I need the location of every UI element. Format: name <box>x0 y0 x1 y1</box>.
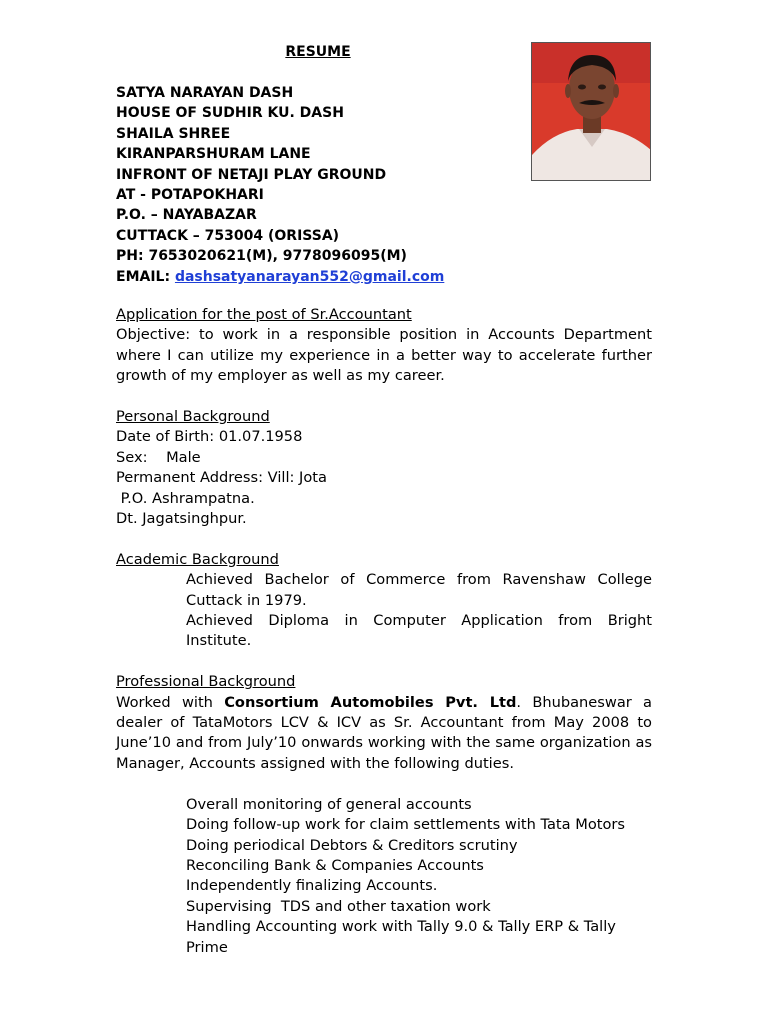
email-label: EMAIL: <box>116 268 175 285</box>
professional-heading: Professional Background <box>116 673 296 691</box>
objective-text: Objective: to work in a responsible position in Accounts Department where I can utilize my experience in a better way to accelerate further growth of my employer as well as my career. <box>116 326 652 385</box>
phone-line: PH: 7653020621(M), 9778096095(M) <box>116 248 407 265</box>
duty-item: Overall monitoring of general accounts <box>186 795 472 813</box>
personal-heading: Personal Background <box>116 408 270 426</box>
academic-item: Achieved Diploma in Computer Application from Bright Institute. <box>186 612 652 650</box>
duties-list <box>116 795 652 958</box>
resume-body <box>116 305 652 958</box>
resume-title: RESUME <box>285 44 351 60</box>
academic-item: Achieved Bachelor of Commerce from Ravenshaw College Cuttack in 1979. <box>186 571 652 609</box>
duty-item: Reconciling Bank & Companies Accounts <box>186 856 484 874</box>
address-line: KIRANPARSHURAM LANE <box>116 146 311 163</box>
academic-heading: Academic Background <box>116 550 279 568</box>
duty-item: Handling Accounting work with Tally 9.0 & Tally ERP & Tally Prime <box>186 918 621 956</box>
date-of-birth: Date of Birth: 01.07.1958 <box>116 428 303 446</box>
address-line: CUTTACK – 753004 (ORISSA) <box>116 227 340 244</box>
professional-intro: Worked with Consortium Automobiles Pvt. Ltd. Bhubaneswar a dealer of TataMotors LCV & ICV as Sr. Accountant from May 2008 to June’10 and from July’10 onwards working with the same organization as Manager, Accounts assigned with the following duties. <box>116 693 652 772</box>
address-line: HOUSE OF SUDHIR KU. DASH <box>116 105 344 122</box>
application-heading: Application for the post of Sr.Accountant <box>116 306 412 323</box>
sex: Sex: Male <box>116 448 201 466</box>
applicant-name: SATYA NARAYAN DASH <box>116 85 294 101</box>
duty-item: Doing follow-up work for claim settlements with Tata Motors <box>186 816 626 834</box>
address-line: AT - POTAPOKHARI <box>116 187 264 204</box>
permanent-address-dt: Dt. Jagatsinghpur. <box>116 510 247 528</box>
duty-item: Supervising TDS and other taxation work <box>186 897 491 915</box>
permanent-address: Permanent Address: Vill: Jota <box>116 469 327 487</box>
permanent-address-po: P.O. Ashrampatna. <box>116 489 255 507</box>
contact-block <box>116 83 444 287</box>
address-line: SHAILA SHREE <box>116 125 231 142</box>
email-link[interactable]: dashsatyanarayan552@gmail.com <box>174 268 445 285</box>
company-name: Consortium Automobiles Pvt. Ltd <box>224 693 517 711</box>
address-line: P.O. – NAYABAZAR <box>116 207 257 224</box>
email-line <box>116 267 444 287</box>
duty-item: Doing periodical Debtors & Creditors scrutiny <box>186 836 518 854</box>
duty-item: Independently finalizing Accounts. <box>186 877 438 895</box>
applicant-photo <box>531 42 651 181</box>
address-line: INFRONT OF NETAJI PLAY GROUND <box>116 166 387 183</box>
portrait-image <box>532 43 651 181</box>
